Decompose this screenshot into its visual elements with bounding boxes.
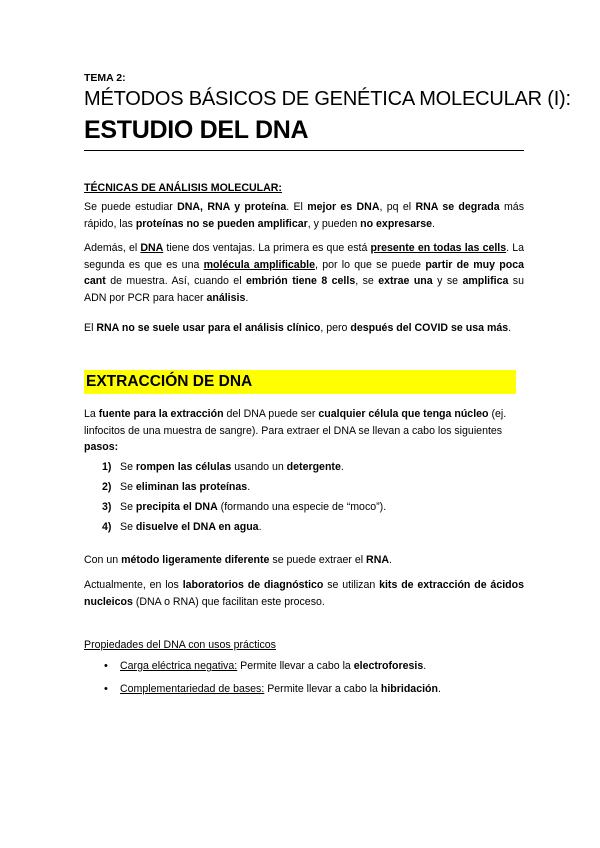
- document-subtitle: ESTUDIO DEL DNA: [84, 116, 309, 144]
- tecnicas-heading-block: [84, 180, 524, 197]
- tecnicas-heading: TÉCNICAS DE ANÁLISIS MOLECULAR:: [84, 182, 282, 194]
- tecnicas-paragraph-3: El RNA no se suele usar para el análisis clínico, pero después del COVID se usa más.: [84, 322, 512, 334]
- propiedades-list: [84, 655, 524, 701]
- extraccion-rna-paragraph: Con un método ligeramente diferente se puede extraer el RNA.: [84, 554, 392, 566]
- list-item: 4) Se disuelve el DNA en agua.: [102, 521, 262, 533]
- propiedades-heading-block: [84, 637, 524, 654]
- extraccion-kits-paragraph: Actualmente, en los laboratorios de diagnóstico se utilizan kits de extracción de ácidos nucleicos (DNA o RNA) que facilitan este proceso.: [84, 579, 524, 608]
- extraction-steps-list: [84, 457, 524, 537]
- extraccion-heading: EXTRACCIÓN DE DNA: [84, 370, 516, 394]
- topic-number: TEMA 2:: [84, 72, 126, 84]
- list-item: • Carga eléctrica negativa: Permite llevar a cabo la electroforesis.: [84, 655, 524, 678]
- list-item: 2) Se eliminan las proteínas.: [102, 481, 251, 493]
- propiedades-heading: Propiedades del DNA con usos prácticos: [84, 639, 276, 651]
- extraccion-intro: La fuente para la extracción del DNA puede ser cualquier célula que tenga núcleo (ej. linfocitos de una muestra de sangre). Para extraer el DNA se llevan a cabo los siguientes pasos:: [84, 408, 507, 453]
- list-item: 3) Se precipita el DNA (formando una especie de “moco”).: [102, 501, 387, 513]
- bullet-icon: •: [104, 683, 108, 695]
- tecnicas-paragraph-2: Además, el DNA tiene dos ventajas. La primera es que está presente en todas las cells. La segunda es que es una molécula amplificable, por lo que se puede partir de muy poca cant de muestra. Así, cuando el embrión tiene 8 cells, se extrae una y se amplifica su ADN por PCR para hacer análisis.: [84, 242, 525, 304]
- tecnicas-paragraph-1: Se puede estudiar DNA, RNA y proteína. El mejor es DNA, pq el RNA se degrada más rápido, las proteínas no se pueden amplificar, y pueden no expresarse.: [84, 201, 524, 230]
- list-item: • Complementariedad de bases: Permite llevar a cabo la hibridación.: [84, 678, 524, 701]
- title-divider: [84, 150, 524, 151]
- bullet-icon: •: [104, 660, 108, 672]
- list-item: 1) Se rompen las células usando un detergente.: [102, 461, 344, 473]
- document-title: MÉTODOS BÁSICOS DE GENÉTICA MOLECULAR (I):: [84, 88, 571, 110]
